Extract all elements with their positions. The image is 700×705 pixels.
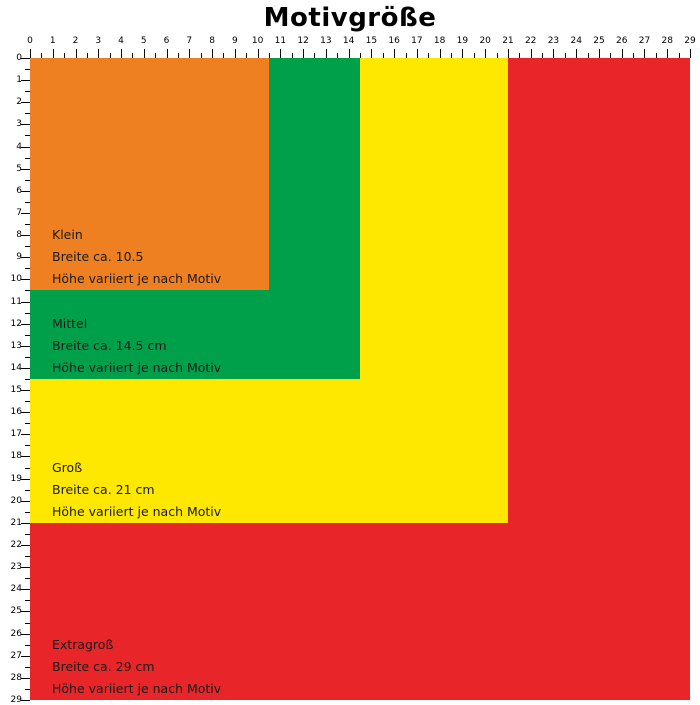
label-mittel-height: Höhe variiert je nach Motiv — [52, 360, 222, 375]
ruler-tick-h — [303, 49, 304, 58]
ruler-label-h: 21 — [502, 36, 514, 46]
ruler-tick-h — [167, 49, 168, 58]
ruler-label-v: 13 — [10, 340, 22, 351]
ruler-tick-v — [21, 523, 30, 524]
ruler-label-v: 23 — [10, 562, 22, 573]
ruler-label-h: 15 — [365, 36, 378, 46]
ruler-tick-h — [644, 49, 645, 58]
ruler-tick-h — [258, 49, 259, 58]
ruler-tick-v — [21, 678, 30, 679]
ruler-tick-v — [21, 700, 30, 701]
ruler-tick-h — [462, 49, 463, 58]
ruler-label-h: 25 — [593, 36, 605, 46]
ruler-label-h: 28 — [661, 36, 673, 46]
ruler-tick-v — [21, 634, 30, 635]
ruler-label-v: 19 — [10, 473, 22, 484]
ruler-tick-v — [21, 545, 30, 546]
ruler-label-h: 6 — [163, 36, 170, 46]
ruler-label-h: 8 — [209, 36, 215, 46]
ruler-label-v: 7 — [16, 207, 22, 218]
label-mittel — [30, 313, 221, 379]
ruler-label-v: 5 — [16, 163, 22, 174]
ruler-tick-h — [326, 49, 327, 58]
ruler-label-h: 24 — [570, 36, 582, 46]
ruler-label-v: 28 — [10, 672, 22, 683]
label-klein — [30, 224, 221, 290]
label-gross-name: Groß — [52, 459, 83, 475]
ruler-label-v: 0 — [16, 53, 22, 63]
ruler-tick-v — [21, 456, 30, 457]
ruler-label-h: 9 — [231, 36, 238, 46]
ruler-label-h: 27 — [638, 36, 651, 46]
ruler-label-h: 19 — [456, 36, 469, 46]
ruler-tick-v — [21, 479, 30, 480]
ruler-label-h: 26 — [615, 36, 628, 46]
ruler-label-h: 7 — [186, 36, 193, 46]
ruler-label-h: 2 — [72, 36, 79, 46]
ruler-tick-h — [349, 49, 350, 58]
ruler-label-v: 4 — [16, 141, 22, 152]
ruler-label-v: 20 — [10, 495, 22, 506]
ruler-tick-h — [144, 49, 145, 58]
label-mittel-width: Breite ca. 14.5 cm — [52, 338, 167, 353]
ruler-label-v: 9 — [16, 252, 22, 263]
ruler-label-v: 16 — [10, 407, 22, 418]
ruler-label-v: 18 — [10, 451, 22, 462]
ruler-label-h: 16 — [388, 36, 400, 46]
ruler-label-v: 17 — [10, 429, 22, 440]
ruler-tick-v — [21, 279, 30, 280]
ruler-tick-h — [508, 49, 509, 58]
ruler-tick-h — [417, 49, 418, 58]
ruler-tick-h — [667, 49, 668, 58]
horizontal-ruler — [27, 36, 696, 58]
ruler-label-h: 18 — [433, 36, 446, 46]
ruler-tick-h — [235, 49, 236, 58]
ruler-label-v: 10 — [10, 274, 22, 285]
label-gross-width: Breite ca. 21 cm — [52, 481, 155, 497]
ruler-tick-h — [212, 49, 213, 58]
ruler-tick-v — [21, 567, 30, 568]
ruler-tick-h — [98, 49, 99, 58]
ruler-tick-h — [189, 49, 190, 58]
ruler-label-v: 24 — [10, 584, 22, 595]
label-klein-width: Breite ca. 10.5 — [52, 249, 144, 265]
ruler-tick-v — [21, 257, 30, 258]
ruler-tick-v — [21, 434, 30, 435]
ruler-tick-h — [440, 49, 441, 58]
ruler-label-h: 11 — [274, 36, 287, 46]
ruler-tick-h — [121, 49, 122, 58]
ruler-label-v: 1 — [16, 75, 22, 86]
ruler-label-h: 29 — [684, 36, 696, 46]
ruler-label-v: 26 — [10, 628, 22, 639]
ruler-tick-v — [21, 346, 30, 347]
ruler-tick-h — [553, 49, 554, 58]
page-title: Motivgröße — [263, 3, 437, 33]
ruler-tick-v — [21, 656, 30, 657]
ruler-tick-v — [21, 58, 30, 59]
label-gross — [30, 457, 221, 523]
ruler-label-h: 10 — [251, 36, 264, 46]
ruler-tick-v — [21, 589, 30, 590]
ruler-tick-v — [21, 213, 30, 214]
ruler-tick-h — [76, 49, 77, 58]
ruler-tick-v — [21, 124, 30, 125]
label-gross-height: Höhe variiert je nach Motiv — [52, 503, 222, 519]
label-extragross-name: Extragroß — [52, 637, 114, 652]
ruler-tick-h — [599, 49, 600, 58]
ruler-tick-v — [21, 390, 30, 391]
size-chart-plot — [30, 58, 690, 700]
ruler-tick-v — [21, 324, 30, 325]
vertical-ruler — [6, 53, 30, 705]
ruler-label-v: 25 — [10, 606, 22, 617]
ruler-tick-v — [21, 169, 30, 170]
ruler-label-v: 21 — [10, 517, 22, 528]
ruler-label-v: 11 — [10, 296, 22, 307]
ruler-label-v: 14 — [10, 362, 22, 373]
label-klein-height: Höhe variiert je nach Motiv — [52, 271, 222, 287]
label-mittel-name: Mittel — [52, 316, 88, 331]
ruler-tick-h — [280, 49, 281, 58]
ruler-tick-h — [485, 49, 486, 58]
ruler-label-h: 22 — [524, 36, 537, 46]
ruler-tick-v — [21, 412, 30, 413]
label-klein-name: Klein — [52, 227, 83, 243]
ruler-label-h: 14 — [342, 36, 355, 46]
ruler-tick-v — [21, 147, 30, 148]
ruler-label-h: 13 — [320, 36, 332, 46]
ruler-label-h: 17 — [411, 36, 423, 46]
ruler-tick-h — [622, 49, 623, 58]
ruler-tick-v — [21, 80, 30, 81]
ruler-label-v: 2 — [16, 97, 22, 108]
ruler-tick-v — [21, 302, 30, 303]
label-extragross-height: Höhe variiert je nach Motiv — [52, 681, 222, 696]
label-extragross-width: Breite ca. 29 cm — [52, 659, 155, 674]
ruler-tick-h — [30, 49, 31, 58]
ruler-label-h: 1 — [49, 36, 56, 46]
ruler-label-v: 27 — [10, 650, 22, 661]
ruler-label-v: 29 — [10, 695, 22, 705]
ruler-label-h: 5 — [140, 36, 147, 46]
ruler-label-h: 23 — [547, 36, 560, 46]
ruler-label-v: 12 — [10, 318, 22, 329]
ruler-label-v: 6 — [16, 185, 22, 196]
ruler-label-v: 15 — [10, 385, 22, 396]
ruler-tick-h — [53, 49, 54, 58]
ruler-label-v: 22 — [10, 540, 22, 551]
label-extragross — [30, 634, 221, 700]
ruler-tick-h — [690, 49, 691, 58]
ruler-label-v: 8 — [16, 230, 22, 241]
ruler-label-h: 12 — [297, 36, 309, 46]
ruler-tick-v — [21, 501, 30, 502]
ruler-tick-h — [394, 49, 395, 58]
ruler-tick-h — [531, 49, 532, 58]
ruler-label-h: 3 — [95, 36, 102, 46]
ruler-tick-h — [371, 49, 372, 58]
ruler-tick-v — [21, 235, 30, 236]
ruler-tick-v — [21, 102, 30, 103]
ruler-tick-v — [21, 368, 30, 369]
ruler-tick-v — [21, 191, 30, 192]
ruler-tick-h — [576, 49, 577, 58]
ruler-label-v: 3 — [16, 119, 22, 130]
ruler-label-h: 0 — [27, 36, 33, 46]
ruler-label-h: 4 — [118, 36, 124, 46]
ruler-label-h: 20 — [479, 36, 491, 46]
ruler-tick-v — [21, 611, 30, 612]
